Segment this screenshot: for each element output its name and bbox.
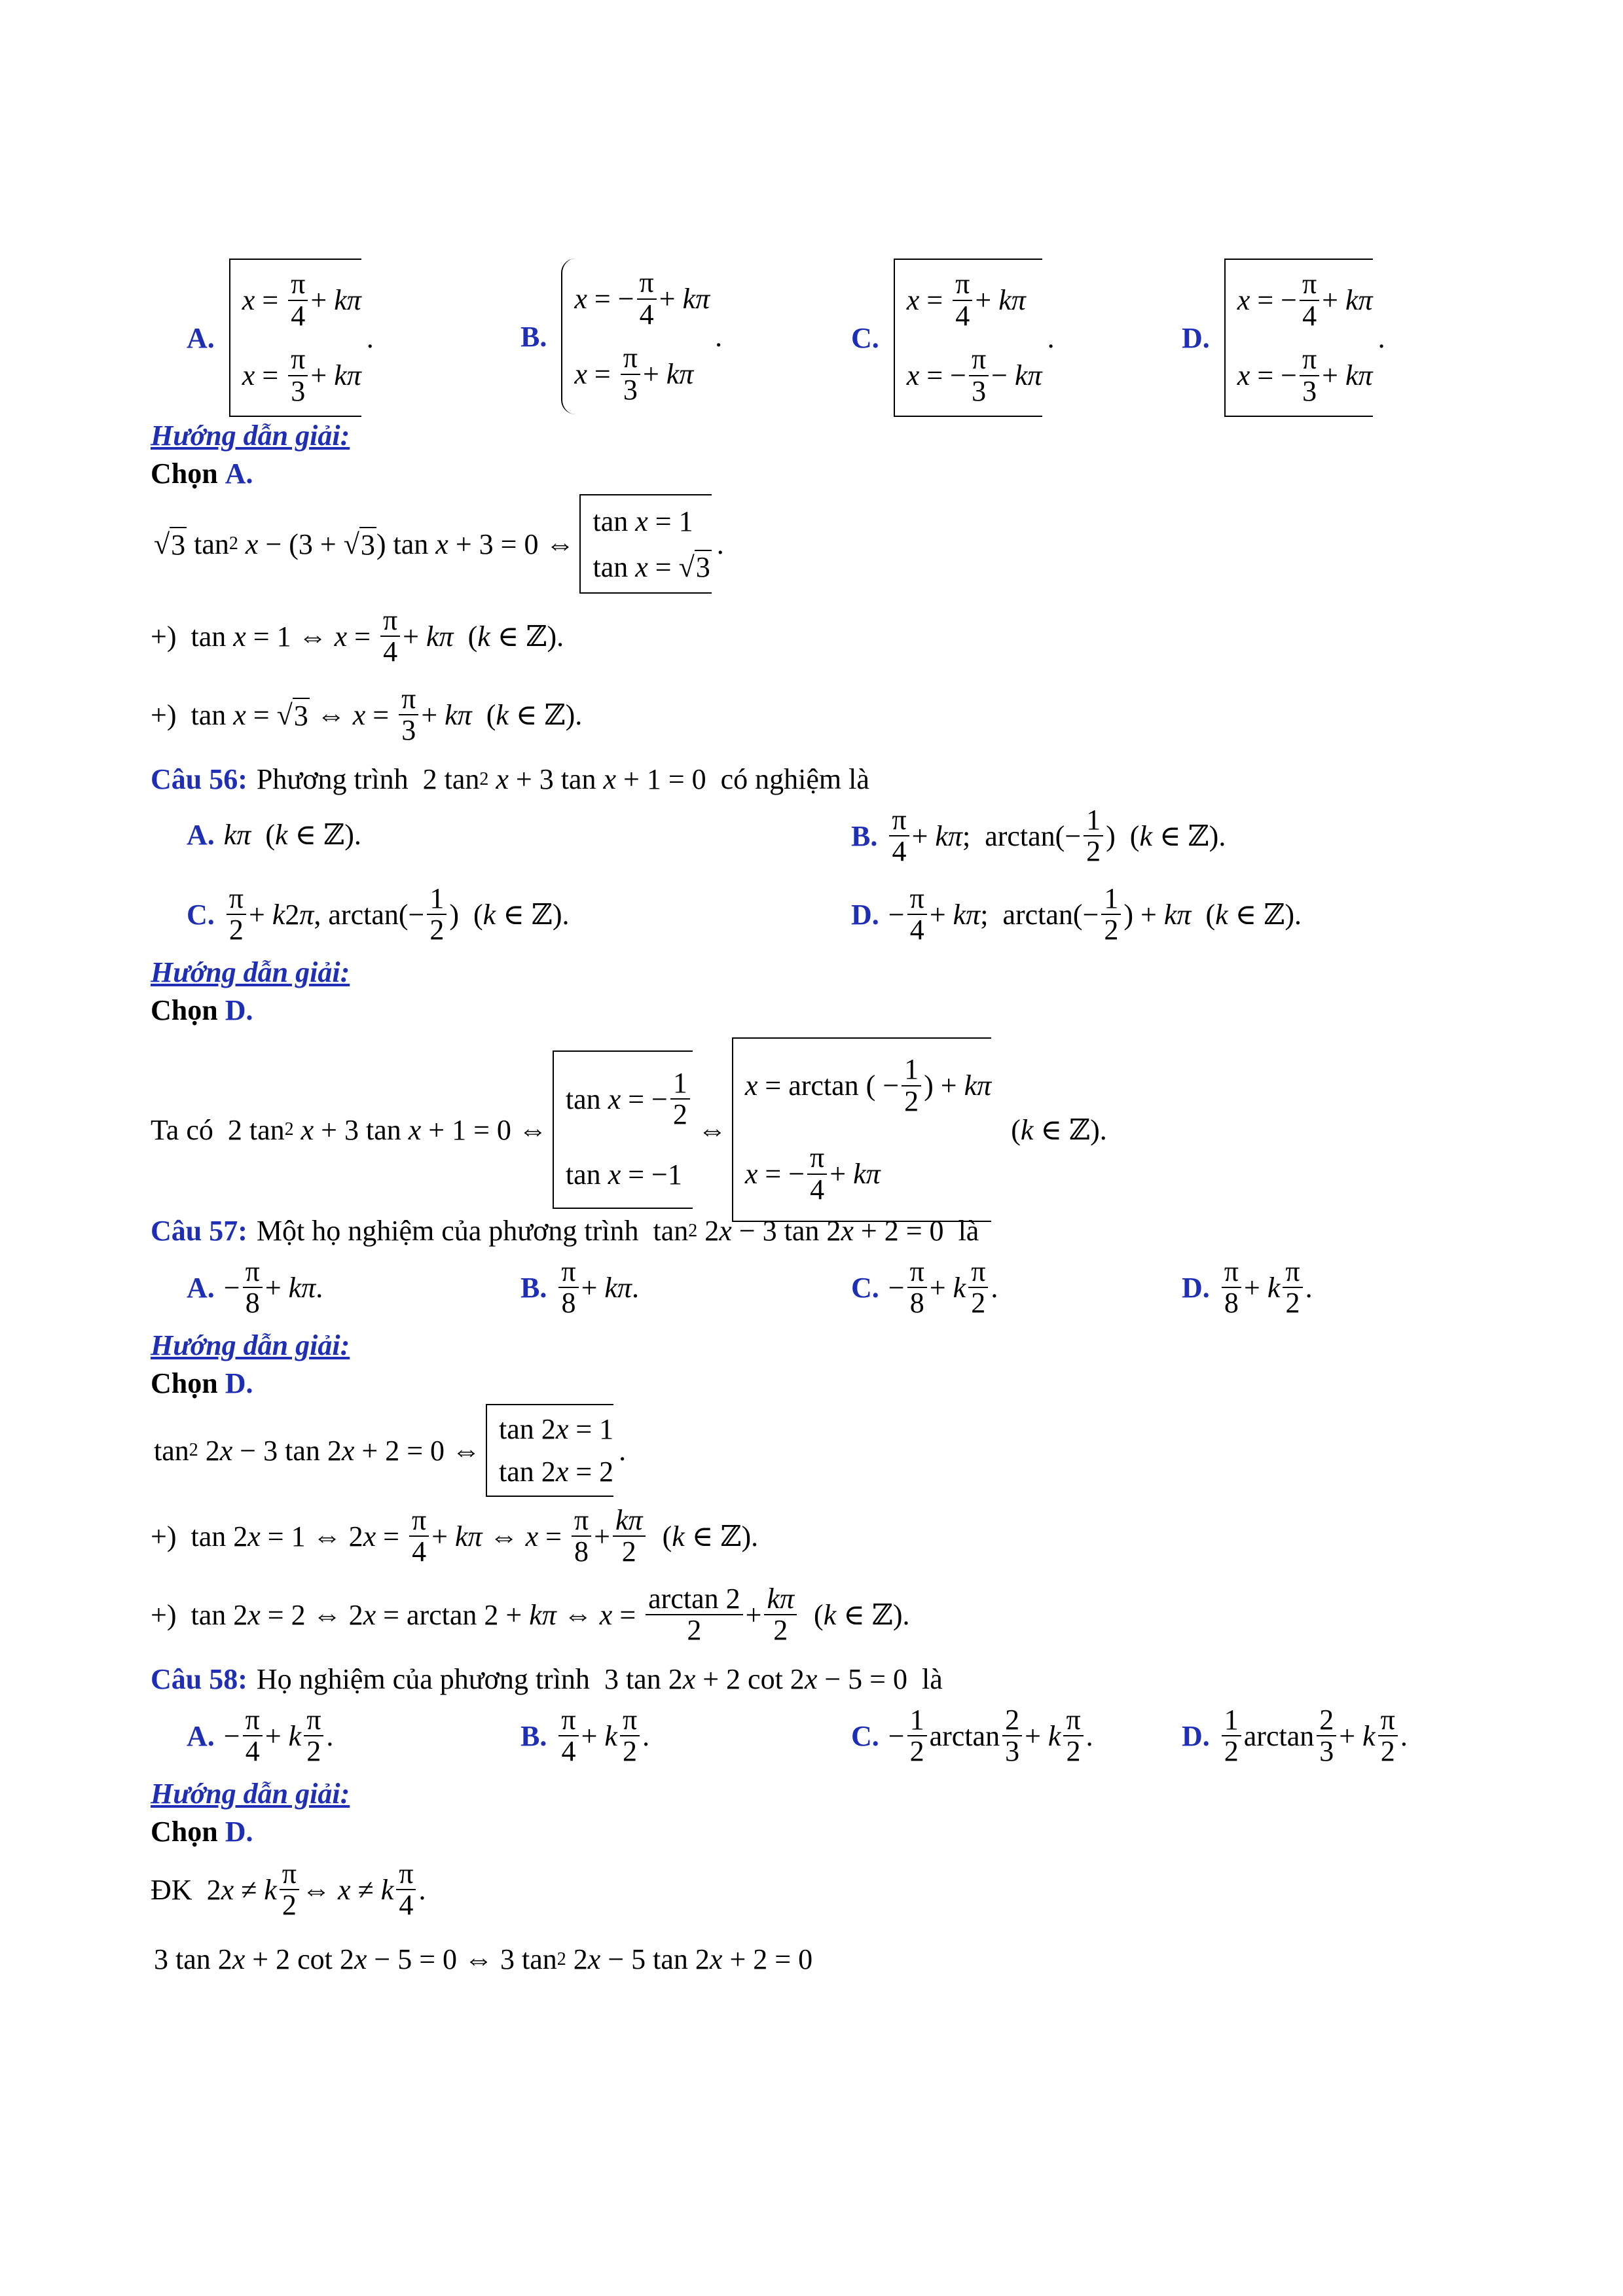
q57-answer: Chọn D. bbox=[151, 1367, 253, 1399]
q56-guide-heading: Hướng dẫn giải: bbox=[151, 956, 350, 988]
q55-option-a: A. x = $\frac{\pi}{4}$ + kπ x = $\frac{\pi}{3}$ + kπ . bbox=[187, 259, 374, 417]
q55-option-b: B. x = − $\frac{\pi}{4}$ + kπ x = $\frac{\pi}{3}$ + kπ . bbox=[520, 259, 722, 414]
q57-option-b: B. $\frac{\pi}{8}$ + kπ . bbox=[520, 1255, 639, 1319]
q56-option-c: C. $\frac{\pi}{2}$ + k 2 π , arctan(− $\frac{1}{2}$ ) ( k ∈ ℤ). bbox=[187, 882, 570, 946]
q56-option-b: B. $\frac{\pi}{4}$ + kπ ; arctan(− $\frac{1}{2}$ ) ( k ∈ ℤ). bbox=[851, 804, 1226, 868]
q56-solution: Ta có 2 tan 2 x + 3 tan x + 1 = 0 ⇔ tan x = − $\frac{1}{2}$ tan x = −1 ⇔ x = arctan ( − $\frac{1}{2}$ ) + kπ x = − $\frac{\pi}{4}$ + kπ ( k ∈ ℤ). bbox=[151, 1037, 1107, 1222]
solution-set: x = − $\frac{\pi}{4}$ + kπ x = − $\frac{\pi}{3}$ + kπ bbox=[1224, 259, 1373, 417]
q56-option-a: A. kπ ( k ∈ ℤ). bbox=[187, 819, 361, 851]
q56-option-d: D. − $\frac{\pi}{4}$ + kπ ; arctan(− $\frac{1}{2}$ ) + kπ ( k ∈ ℤ). bbox=[851, 882, 1302, 946]
q55-answer: Chọn A. bbox=[151, 457, 253, 490]
q58-option-b: B. $\frac{\pi}{4}$ + k $\frac{\pi}{2}$ . bbox=[520, 1704, 650, 1768]
solution-set: x = $\frac{\pi}{4}$ + kπ x = − $\frac{\pi}{3}$ − kπ bbox=[894, 259, 1042, 417]
q56-question: Câu 56: Phương trình 2 tan 2 x + 3 tan x + 1 = 0 có nghiệm là bbox=[151, 763, 869, 795]
q55-option-d: D. x = − $\frac{\pi}{4}$ + kπ x = − $\frac{\pi}{3}$ + kπ . bbox=[1182, 259, 1385, 417]
q58-question: Câu 58: Họ nghiệm của phương trình 3 tan 2 x + 2 cot 2 x − 5 = 0 là bbox=[151, 1663, 943, 1695]
q58-equation: 3 tan 2 x + 2 cot 2 x − 5 = 0 ⇔ 3 tan 2 2 x − 5 tan 2 x + 2 = 0 bbox=[154, 1943, 813, 1975]
q58-answer: Chọn D. bbox=[151, 1816, 253, 1848]
q56-answer: Chọn D. bbox=[151, 994, 253, 1026]
q55-case-2: +) tan x = √ 3 ⇔ x = $\frac{\pi}{3}$ + kπ ( k ∈ ℤ). bbox=[151, 683, 583, 747]
option-label: A. bbox=[187, 321, 215, 354]
q55-case-1: +) tan x = 1 ⇔ x = $\frac{\pi}{4}$ + kπ ( k ∈ ℤ). bbox=[151, 604, 564, 668]
q58-option-c: C. − $\frac{1}{2}$ arctan $\frac{2}{3}$ + k $\frac{\pi}{2}$ . bbox=[851, 1704, 1093, 1768]
q58-option-d: D. $\frac{1}{2}$ arctan $\frac{2}{3}$ + k $\frac{\pi}{2}$ . bbox=[1182, 1704, 1408, 1768]
option-label: C. bbox=[851, 321, 879, 354]
q57-option-c: C. − $\frac{\pi}{8}$ + k $\frac{\pi}{2}$ . bbox=[851, 1255, 998, 1319]
q58-option-a: A. − $\frac{\pi}{4}$ + k $\frac{\pi}{2}$ . bbox=[187, 1704, 334, 1768]
q57-guide-heading: Hướng dẫn giải: bbox=[151, 1329, 350, 1361]
option-label: D. bbox=[1182, 321, 1210, 354]
q57-case-1: +) tan 2 x = 1 ⇔ 2 x = $\frac{\pi}{4}$ + kπ ⇔ x = $\frac{\pi}{8}$ + $\frac{k\pi}{2}$ ( k ∈ ℤ). bbox=[151, 1504, 759, 1568]
solution-set: x = − $\frac{\pi}{4}$ + kπ x = $\frac{\pi}{3}$ + kπ bbox=[561, 259, 710, 414]
q57-equation: tan 2 2 x − 3 tan 2 x + 2 = 0 ⇔ tan 2x = 1 tan 2x = 2 . bbox=[154, 1404, 626, 1497]
q57-case-2: +) tan 2 x = 2 ⇔ 2 x = arctan 2 + kπ ⇔ x = $\frac{\arctan 2}{2}$ + $\frac{k\pi}{2}$ ( k ∈ ℤ). bbox=[151, 1583, 910, 1647]
solution-set: x = $\frac{\pi}{4}$ + kπ x = $\frac{\pi}{3}$ + kπ bbox=[229, 259, 361, 417]
q57-option-d: D. $\frac{\pi}{8}$ + k $\frac{\pi}{2}$ . bbox=[1182, 1255, 1313, 1319]
option-label: B. bbox=[520, 320, 547, 353]
q58-condition: ĐK 2 x ≠ k $\frac{\pi}{2}$ ⇔ x ≠ k $\frac{\pi}{4}$ . bbox=[151, 1857, 426, 1922]
q57-question: Câu 57: Một họ nghiệm của phương trình tan 2 2 x − 3 tan 2 x + 2 = 0 là bbox=[151, 1215, 979, 1247]
q58-guide-heading: Hướng dẫn giải: bbox=[151, 1778, 350, 1810]
q55-guide-heading: Hướng dẫn giải: bbox=[151, 420, 350, 452]
q55-option-c: C. x = $\frac{\pi}{4}$ + kπ x = − $\frac{\pi}{3}$ − kπ . bbox=[851, 259, 1055, 417]
q55-equation: √ 3 tan 2 x − (3 + √ 3 ) tan x + 3 = 0 ⇔ tan x = 1 tan x = √3 . bbox=[154, 494, 724, 594]
q57-option-a: A. − $\frac{\pi}{8}$ + kπ . bbox=[187, 1255, 323, 1319]
